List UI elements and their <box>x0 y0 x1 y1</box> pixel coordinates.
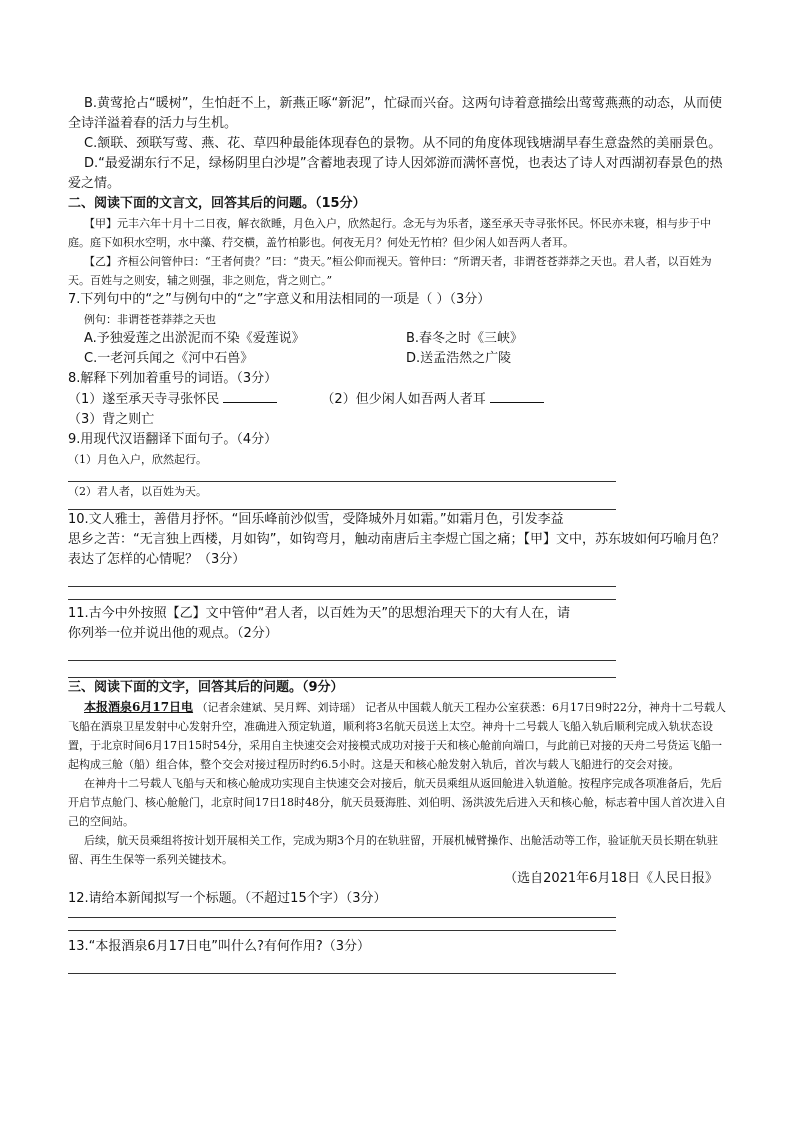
q8-item-2: （2）但少闲人如吾两人者耳 <box>321 389 543 410</box>
q7-option-d[interactable]: D.送孟浩然之广陵 <box>406 351 512 366</box>
news-para-1-text: 记者从中国载人航天工程办公室获悉：6月17日9时22分，神舟十二号载人飞船在酒泉卫星发射中心发射升空，准确进入预定轨道，顺利将3名航天员送上太空。神舟十二号载人飞船入轨后顺利完成入轨状态设置，于北京时间6月17日15时54分，采用自主快速交会对接模式成功对接于天和核心舱前向端口，与此前已对接的天舟二号货运飞船一起构成三舱（船）组合体，整个交会对接过程历时约6.5小时。这是天和核心舱发射入轨后，首次与载人飞船进行的交会对接。 <box>68 701 727 771</box>
q7-option-b[interactable]: B.春冬之时《三峡》 <box>406 331 524 346</box>
passage-yi: 【乙】齐桓公问管仲曰：“王者何贵？”曰：“贵天。”桓公仰而视天。管仲曰：“所谓天者，非谓苍苍莽莽之天也。君人者，以百姓为天。百姓与之则安，辅之则强，非之则危，背之则亡。” <box>68 255 712 287</box>
answer-blank[interactable] <box>490 389 544 403</box>
question-8: 8.解释下列加着重号的词语。（3分） <box>68 371 278 386</box>
question-7: 7.下列句中的“之”与例句中的“之”字意义和用法相同的一项是（ ）（3分） <box>68 292 491 307</box>
question-11-line1: 11.古今中外按照【乙】文中管仲“君人者，以百姓为天”的思想治理天下的大有人在，请 <box>68 606 571 621</box>
q7-option-c[interactable]: C.一老河兵闻之《河中石兽》 <box>84 351 254 366</box>
question-13: 13.“本报酒泉6月17日电”叫什么?有何作用?（3分） <box>68 939 371 954</box>
news-dateline: 本报酒泉6月17日电 <box>84 700 194 714</box>
news-para-2: 在神舟十二号载人飞船与天和核心舱成功实现自主快速交会对接后，航天员乘组从返回舱进入轨道舱。按程序完成各项准备后，先后开启节点舱门、核心舱舱门，北京时间17日18时48分，航天员聂海胜、刘伯明、汤洪波先后进入天和核心舱，标志着中国人首次进入自己的空间站。 <box>68 777 726 828</box>
q9-item-2: （2）君人者，以百姓为天。 <box>68 485 207 498</box>
passage-jia: 【甲】元丰六年十月十二日夜，解衣欲睡，月色入户，欣然起行。念无与为乐者，遂至承天寺寻张怀民。怀民亦未寝，相与步于中庭。庭下如积水空明，水中藻、荇交横，盖竹柏影也。何夜无月？何处无竹柏？但少闲人如吾两人者耳。 <box>68 217 711 249</box>
question-10-line2: 思乡之苦：“无言独上西楼，月如钩”，如钩弯月，触动南唐后主李煜亡国之痛；【甲】文中，苏东坡如何巧喻月色？表达了怎样的心情呢？（3分） <box>68 532 725 567</box>
question-11-line2: 你列举一位并说出他的观点。（2分） <box>68 626 278 641</box>
news-para-1 <box>68 698 728 774</box>
question-9: 9.用现代汉语翻译下面句子。（4分） <box>68 432 278 447</box>
q8-item-3: （3）背之则亡 <box>68 412 155 427</box>
q8-item-1: （1）遂至承天寺寻张怀民 <box>68 389 277 410</box>
news-para-3: 后续，航天员乘组将按计划开展相关工作，完成为期3个月的在轨驻留，开展机械臂操作、出舱活动等工作，验证航天员长期在轨驻留、再生生保等一系列关键技术。 <box>68 834 718 866</box>
question-10-line1: 10.文人雅士，善借月抒怀。“回乐峰前沙似雪，受降城外月如霜。”如霜月色，引发李益 <box>68 512 564 527</box>
q7-example: 例句：非谓苍苍莽莽之天也 <box>84 313 216 326</box>
q8-items <box>68 389 728 410</box>
answer-blank[interactable] <box>223 389 277 403</box>
q7-options <box>68 329 728 369</box>
option-c: C.颔联、颈联写莺、燕、花、草四种最能体现春色的景物。从不同的角度体现钱塘湖早春生意盎然的美丽景色。 <box>84 136 722 151</box>
answer-line[interactable] <box>68 973 616 974</box>
q7-option-a[interactable]: A.予独爱莲之出淤泥而不染《爱莲说》 <box>84 331 305 346</box>
section3-heading: 三、阅读下面的文字，回答其后的问题。（9分） <box>68 680 344 695</box>
option-d: D.“最爱湖东行不足，绿杨阴里白沙堤”含蓄地表现了诗人因郊游而满怀喜悦，也表达了诗人对西湖初春景色的热爱之情。 <box>68 156 723 191</box>
section2-heading: 二、阅读下面的文言文，回答其后的问题。（15分） <box>68 196 366 211</box>
exam-page <box>68 94 728 974</box>
q9-item-1: （1）月色入户，欣然起行。 <box>68 453 207 466</box>
question-12: 12.请给本新闻拟写一个标题。（不超过15个字）（3分） <box>68 891 387 906</box>
news-source: （选自2021年6月18日《人民日报》 <box>504 871 718 886</box>
option-b: B.黄莺抢占“暖树”，生怕赶不上，新燕正啄“新泥”，忙碌而兴奋。这两句诗着意描绘出莺莺燕燕的动态，从而使全诗洋溢着春的活力与生机。 <box>68 96 722 131</box>
news-reporters: （记者余建斌、吴月辉、刘诗瑶） <box>196 701 362 714</box>
